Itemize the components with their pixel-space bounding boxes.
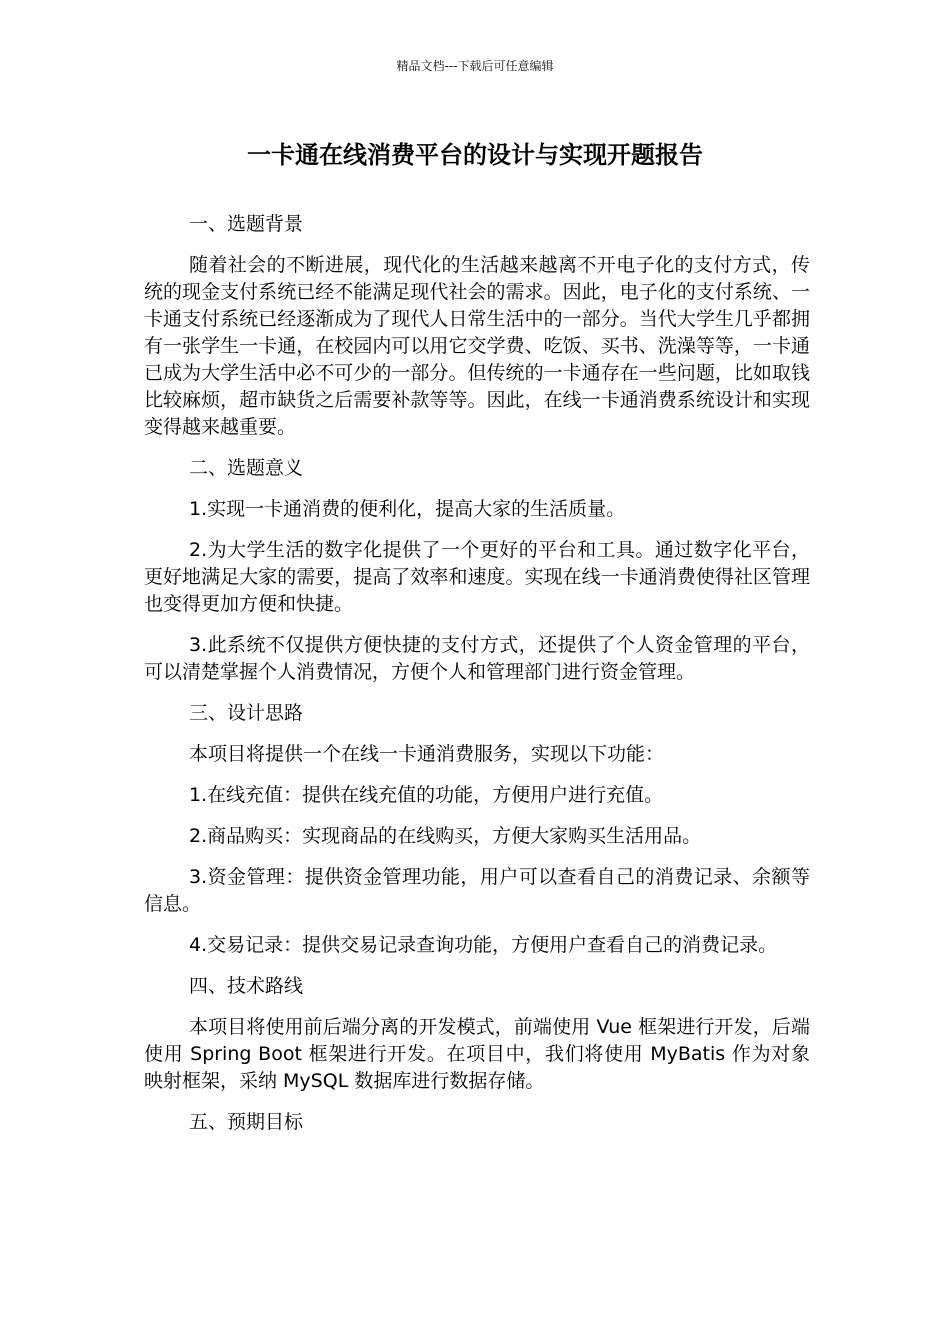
section-heading-significance: 二、选题意义 [189, 457, 304, 479]
section-heading-design: 三、设计思路 [189, 702, 304, 724]
section-heading-background: 一、选题背景 [189, 213, 304, 235]
paragraph-design-intro: 本项目将提供一个在线一卡通消费服务，实现以下功能： [189, 743, 665, 765]
page-header-watermark: 精品文档---下载后可任意编辑 [396, 59, 554, 73]
paragraph-feature-purchase: 2.商品购买：实现商品的在线购买，方便大家购买生活用品。 [189, 825, 702, 847]
document-body [144, 211, 810, 1150]
paragraph-feature-funds: 3.资金管理：提供资金管理功能，用户可以查看自己的消费记录、余额等信息。 [144, 866, 810, 915]
paragraph-feature-records: 4.交易记录：提供交易记录查询功能，方便用户查看自己的消费记录。 [189, 934, 778, 956]
section-heading-tech: 四、技术路线 [189, 975, 304, 997]
paragraph-significance-2: 2.为大学生活的数字化提供了一个更好的平台和工具。通过数字化平台，更好地满足大家的需要，提高了效率和速度。实现在线一卡通消费使得社区管理也变得更加方便和快捷。 [144, 539, 810, 615]
paragraph-tech-route: 本项目将使用前后端分离的开发模式，前端使用 Vue 框架进行开发，后端使用 Spring Boot 框架进行开发。在项目中，我们将使用 MyBatis 作为对象映射框架，采纳 MySQL 数据库进行数据存储。 [144, 1016, 810, 1092]
document-title: 一卡通在线消费平台的设计与实现开题报告 [247, 141, 703, 169]
paragraph-significance-1: 1.实现一卡通消费的便利化，提高大家的生活质量。 [189, 498, 626, 520]
paragraph-background: 随着社会的不断进展，现代化的生活越来越离不开电子化的支付方式，传统的现金支付系统已经不能满足现代社会的需求。因此，电子化的支付系统、一卡通支付系统已经逐渐成为了现代人日常生活中的一部分。当代大学生几乎都拥有一张学生一卡通，在校园内可以用它交学费、吃饭、买书、洗澡等等，一卡通已成为大学生活中必不可少的一部分。但传统的一卡通存在一些问题，比如取钱比较麻烦，超市缺货之后需要补款等等。因此，在线一卡通消费系统设计和实现变得越来越重要。 [144, 254, 810, 438]
paragraph-significance-3: 3.此系统不仅提供方便快捷的支付方式，还提供了个人资金管理的平台，可以清楚掌握个人消费情况，方便个人和管理部门进行资金管理。 [144, 634, 810, 683]
paragraph-feature-recharge: 1.在线充值：提供在线充值的功能，方便用户进行充值。 [189, 784, 664, 806]
section-heading-goals: 五、预期目标 [189, 1111, 304, 1133]
